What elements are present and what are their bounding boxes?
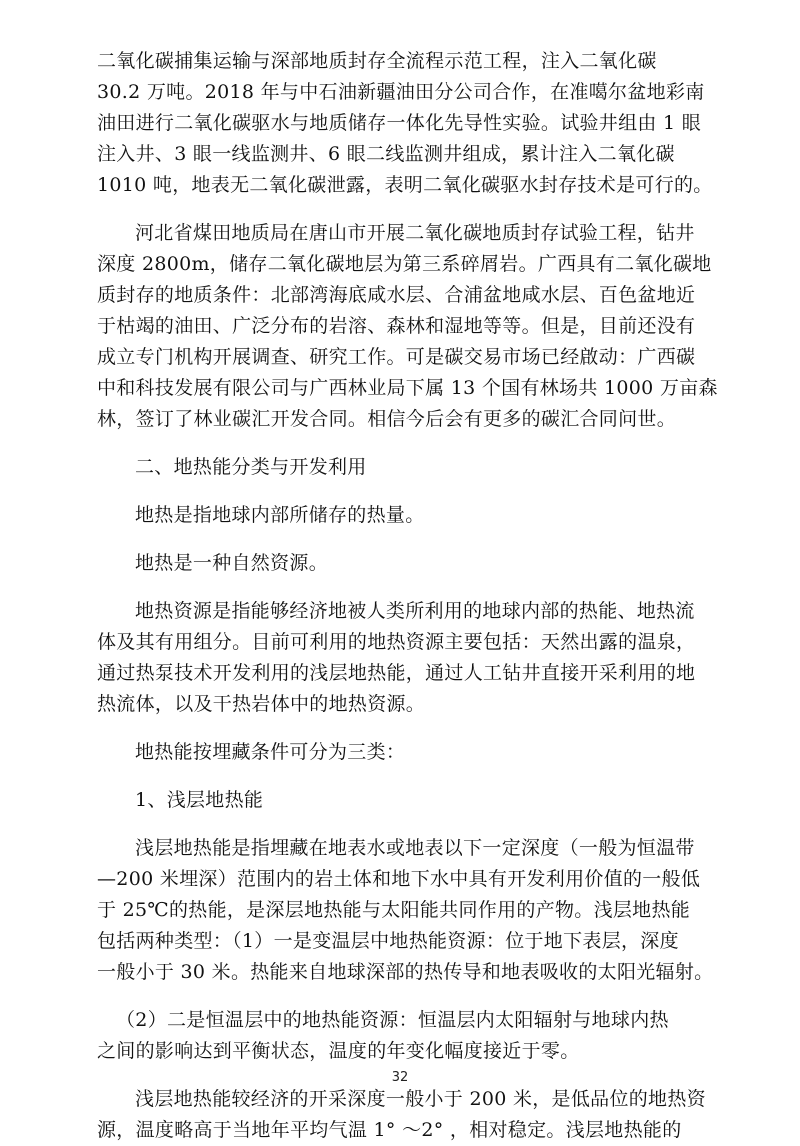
text-line: 成立专门机构开展调查、研究工作。可是碳交易市场已经啟动：广西碳 — [97, 346, 696, 368]
paragraph-three-types — [97, 737, 737, 768]
text-line: 二氧化碳捕集运输与深部地质封存全流程示范工程，注入二氧化碳 — [97, 50, 657, 72]
text-line: 1010 吨，地表无二氧化碳泄露，表明二氧化碳驱水封存技术是可行的。 — [97, 174, 713, 196]
text-line: 河北省煤田地质局在唐山市开展二氧化碳地质封存试验工程，钻井 — [135, 222, 695, 244]
text-line: 通过热泵技术开发利用的浅层地热能，通过人工钻井直接开采利用的地 — [97, 662, 696, 684]
paragraph-co2-storage-project — [97, 46, 737, 201]
paragraph-geothermal-resources — [97, 596, 737, 720]
paragraph-shallow-definition — [97, 833, 737, 988]
text-line: 浅层地热能较经济的开采深度一般小于 200 米，是低品位的地热资 — [135, 1088, 706, 1110]
paragraph-extraction-depth — [97, 1084, 737, 1146]
page-content — [97, 46, 737, 1146]
text-line: 体及其有用组分。目前可利用的地热资源主要包括：天然出露的温泉， — [97, 631, 696, 653]
text-line: 一般小于 30 米。热能来自地球深部的热传导和地表吸收的太阳光辐射。 — [97, 961, 714, 983]
text-line: 中和科技发展有限公司与广西林业局下属 13 个国有林场共 1000 万亩森 — [97, 377, 718, 399]
text-line: 之间的影响达到平衡状态，温度的年变化幅度接近于零。 — [97, 1040, 580, 1062]
text-line: 热流体，以及干热岩体中的地热资源。 — [97, 693, 426, 715]
subheading-shallow-geothermal — [97, 785, 737, 816]
text-line: 林，签订了林业碳汇开发合同。相信今后会有更多的碳汇合同问世。 — [97, 408, 677, 430]
text-line: 地热是指地球内部所储存的热量。 — [135, 504, 425, 526]
text-line: 油田进行二氧化碳驱水与地质储存一体化先导性实验。试验井组由 1 眼 — [97, 112, 702, 134]
text-line: 质封存的地质条件：北部湾海底咸水层、合浦盆地咸水层、百色盆地近 — [97, 284, 696, 306]
text-line: —200 米埋深）范围内的岩土体和地下水中具有开发利用价值的一般低 — [97, 868, 701, 890]
text-line: 地热资源是指能够经济地被人类所利用的地球内部的热能、地热流 — [135, 600, 695, 622]
paragraph-natural-resource — [97, 548, 737, 579]
page-number: 32 — [391, 1070, 409, 1085]
text-line: 于 25℃的热能，是深层地热能与太阳能共同作用的产物。浅层地热能 — [97, 899, 691, 921]
text-line: 源，温度略高于当地年平均气温 1° ～2° ，相对稳定。浅层地热能的 — [97, 1119, 682, 1141]
text-line: 二、地热能分类与开发利用 — [135, 456, 367, 478]
text-line: 地热是一种自然资源。 — [135, 552, 329, 574]
paragraph-hebei-guangxi — [97, 218, 737, 435]
text-line: 注入井、3 眼一线监测井、6 眼二线监测井组成，累计注入二氧化碳 — [97, 143, 675, 165]
text-line: 包括两种类型：（1）一是变温层中地热能资源：位于地下表层，深度 — [97, 930, 679, 952]
text-line: （2）二是恒温层中的地热能资源：恒温层内太阳辐射与地球内热 — [116, 1009, 669, 1031]
section-heading-geothermal — [97, 452, 737, 483]
paragraph-constant-temperature-layer — [97, 1005, 737, 1067]
paragraph-geothermal-definition — [97, 500, 737, 531]
text-line: 1、浅层地热能 — [135, 789, 264, 811]
text-line: 地热能按埋藏条件可分为三类： — [135, 741, 406, 763]
text-line: 于枯竭的油田、广泛分布的岩溶、森林和湿地等等。但是，目前还没有 — [97, 315, 696, 337]
text-line: 深度 2800m，储存二氧化碳地层为第三系碎屑岩。广西具有二氧化碳地 — [97, 253, 712, 275]
text-line: 30.2 万吨。2018 年与中石油新疆油田分公司合作，在准噶尔盆地彩南 — [97, 81, 705, 103]
text-line: 浅层地热能是指埋藏在地表水或地表以下一定深度（一般为恒温带 — [135, 837, 695, 859]
